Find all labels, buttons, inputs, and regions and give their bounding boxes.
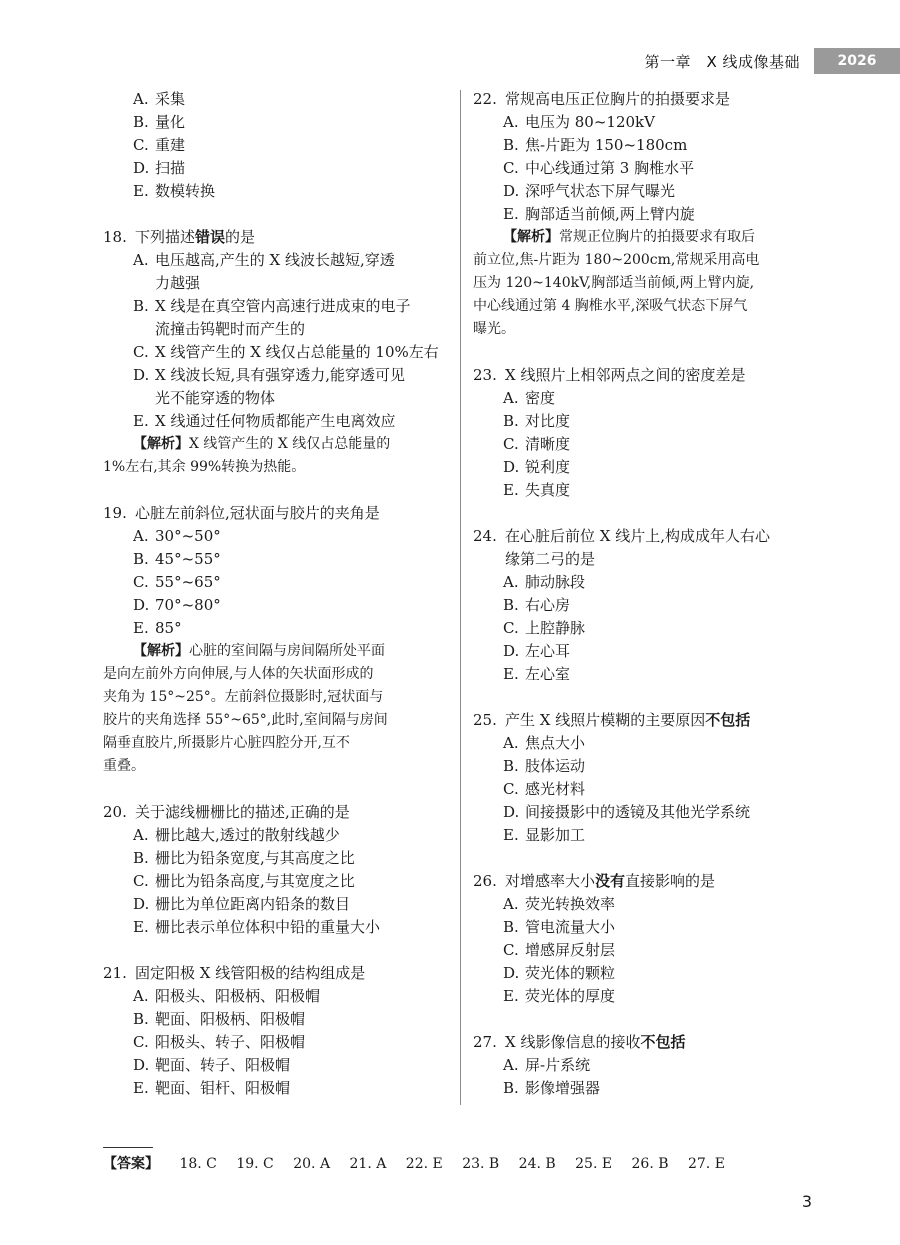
question-stem: 26. 对增感率大小没有直接影响的是 [473, 872, 716, 890]
option: C. 增感屏反射层 [503, 941, 616, 959]
option-continued: 流撞击钨靶时而产生的 [155, 320, 306, 338]
option: A. 采集 [133, 90, 186, 108]
option: D. 靶面、转子、阳极帽 [133, 1056, 291, 1074]
option: E. X 线通过任何物质都能产生电离效应 [133, 412, 396, 430]
option: A. 栅比越大,透过的散射线越少 [133, 826, 340, 844]
page-number: 3 [801, 1192, 812, 1211]
option: A. 阳极头、阳极柄、阳极帽 [133, 987, 321, 1005]
option: B. 45°~55° [133, 550, 221, 568]
option: B. 肢体运动 [503, 757, 586, 775]
question-17-options [103, 88, 445, 203]
option: D. 荧光体的颗粒 [503, 964, 616, 982]
explanation-line: 夹角为 15°~25°。左前斜位摄影时,冠状面与 [103, 689, 384, 705]
answer-item: 24. B [518, 1156, 556, 1172]
explanation-line: 隔垂直胶片,所摄影片心脏四腔分开,互不 [103, 735, 350, 751]
option: D. 扫描 [133, 159, 186, 177]
question-18 [103, 226, 445, 479]
explanation-line: 压为 120~140kV,胸部适当前倾,两上臂内旋, [473, 275, 755, 291]
option: E. 栅比表示单位体积中铅的重量大小 [133, 918, 381, 936]
option: B. 靶面、阳极柄、阳极帽 [133, 1010, 306, 1028]
question-22 [473, 88, 815, 341]
question-21 [103, 962, 445, 1100]
question-stem: 19. 心脏左前斜位,冠状面与胶片的夹角是 [103, 504, 380, 522]
question-stem: 23. X 线照片上相邻两点之间的密度差是 [473, 366, 746, 384]
question-stem: 22. 常规高电压正位胸片的拍摄要求是 [473, 90, 731, 108]
explanation-line: 重叠。 [103, 758, 145, 774]
explanation-line: 胶片的夹角选择 55°~65°,此时,室间隔与房间 [103, 712, 388, 728]
option: B. 栅比为铅条宽度,与其高度之比 [133, 849, 355, 867]
option: E. 左心室 [503, 665, 571, 683]
question-stem: 18. 下列描述错误的是 [103, 228, 256, 246]
option: D. 间接摄影中的透镜及其他光学系统 [503, 803, 751, 821]
option: B. 对比度 [503, 412, 571, 430]
question-stem: 21. 固定阳极 X 线管阳极的结构组成是 [103, 964, 366, 982]
question-23 [473, 364, 815, 502]
option: E. 失真度 [503, 481, 571, 499]
option: D. 左心耳 [503, 642, 571, 660]
option: B. X 线是在真空管内高速行进成束的电子 [133, 297, 411, 315]
option: A. 密度 [503, 389, 556, 407]
option: D. 栅比为单位距离内铅条的数目 [133, 895, 351, 913]
option: B. 右心房 [503, 596, 571, 614]
option: E. 85° [133, 619, 182, 637]
option-continued: 光不能穿透的物体 [155, 389, 276, 407]
right-column [473, 88, 815, 1123]
option: D. 深呼气状态下屏气曝光 [503, 182, 676, 200]
option: C. 栅比为铅条高度,与其宽度之比 [133, 872, 355, 890]
option: D. 锐利度 [503, 458, 571, 476]
question-stem: 27. X 线影像信息的接收不包括 [473, 1033, 686, 1051]
question-19 [103, 502, 445, 778]
explanation-line: 曝光。 [473, 321, 515, 337]
option: A. 荧光转换效率 [503, 895, 616, 913]
question-25 [473, 709, 815, 847]
answer-item: 26. B [631, 1156, 669, 1172]
question-26 [473, 870, 815, 1008]
option: A. 电压越高,产生的 X 线波长越短,穿透 [133, 251, 395, 269]
option: C. 清晰度 [503, 435, 571, 453]
chapter-title: 第一章 X 线成像基础 [644, 52, 800, 71]
option: E. 荧光体的厚度 [503, 987, 616, 1005]
answer-item: 19. C [236, 1156, 274, 1172]
option: B. 焦-片距为 150~180cm [503, 136, 688, 154]
answers-rule [103, 1147, 153, 1148]
question-24 [473, 525, 815, 686]
option: B. 量化 [133, 113, 186, 131]
answer-item: 25. E [575, 1156, 613, 1172]
explanation-line: 中心线通过第 4 胸椎水平,深吸气状态下屏气 [473, 298, 748, 314]
answer-item: 21. A [349, 1156, 387, 1172]
left-column [103, 88, 445, 1123]
option: A. 屏-片系统 [503, 1056, 591, 1074]
option: C. 阳极头、转子、阳极帽 [133, 1033, 306, 1051]
option: C. 55°~65° [133, 573, 221, 591]
option: E. 显影加工 [503, 826, 586, 844]
question-27 [473, 1031, 815, 1100]
option: B. 管电流量大小 [503, 918, 616, 936]
option: D. X 线波长短,具有强穿透力,能穿透可见 [133, 366, 405, 384]
option: B. 影像增强器 [503, 1079, 601, 1097]
answer-item: 20. A [293, 1156, 331, 1172]
option: C. 感光材料 [503, 780, 586, 798]
option: C. 重建 [133, 136, 186, 154]
question-stem-continued: 缘第二弓的是 [505, 550, 596, 568]
option: E. 靶面、钼杆、阳极帽 [133, 1079, 291, 1097]
explanation-line: 1%左右,其余 99%转换为热能。 [103, 459, 306, 475]
answer-item: 18. C [179, 1156, 217, 1172]
option: D. 70°~80° [133, 596, 221, 614]
explanation-line: 前立位,焦-片距为 180~200cm,常规采用高电 [473, 252, 760, 268]
explanation-line: 是向左前外方向伸展,与人体的矢状面形成的 [103, 666, 374, 682]
option: A. 电压为 80~120kV [503, 113, 655, 131]
option: C. X 线管产生的 X 线仅占总能量的 10%左右 [133, 343, 439, 361]
option: C. 中心线通过第 3 胸椎水平 [503, 159, 695, 177]
option: E. 胸部适当前倾,两上臂内旋 [503, 205, 695, 223]
explanation: 【解析】常规正位胸片的拍摄要求有取后 [503, 229, 755, 245]
question-stem: 24. 在心脏后前位 X 线片上,构成成年人右心 [473, 527, 770, 545]
explanation: 【解析】X 线管产生的 X 线仅占总能量的 [133, 436, 391, 452]
column-divider [460, 90, 461, 1105]
option: C. 上腔静脉 [503, 619, 586, 637]
option: E. 数模转换 [133, 182, 216, 200]
option-continued: 力越强 [155, 274, 201, 292]
option: A. 焦点大小 [503, 734, 586, 752]
year-badge: 2026 [814, 48, 900, 74]
answer-item: 27. E [687, 1156, 725, 1172]
answer-key-label: 【答案】 [103, 1156, 159, 1172]
question-20 [103, 801, 445, 939]
answer-item: 22. E [405, 1156, 443, 1172]
explanation: 【解析】心脏的室间隔与房间隔所处平面 [133, 643, 385, 659]
answer-item: 23. B [462, 1156, 500, 1172]
page-header [644, 48, 900, 74]
option: A. 30°~50° [133, 527, 221, 545]
option: A. 肺动脉段 [503, 573, 586, 591]
question-stem: 20. 关于滤线栅栅比的描述,正确的是 [103, 803, 350, 821]
question-stem: 25. 产生 X 线照片模糊的主要原因不包括 [473, 711, 751, 729]
answer-key [103, 1154, 740, 1174]
